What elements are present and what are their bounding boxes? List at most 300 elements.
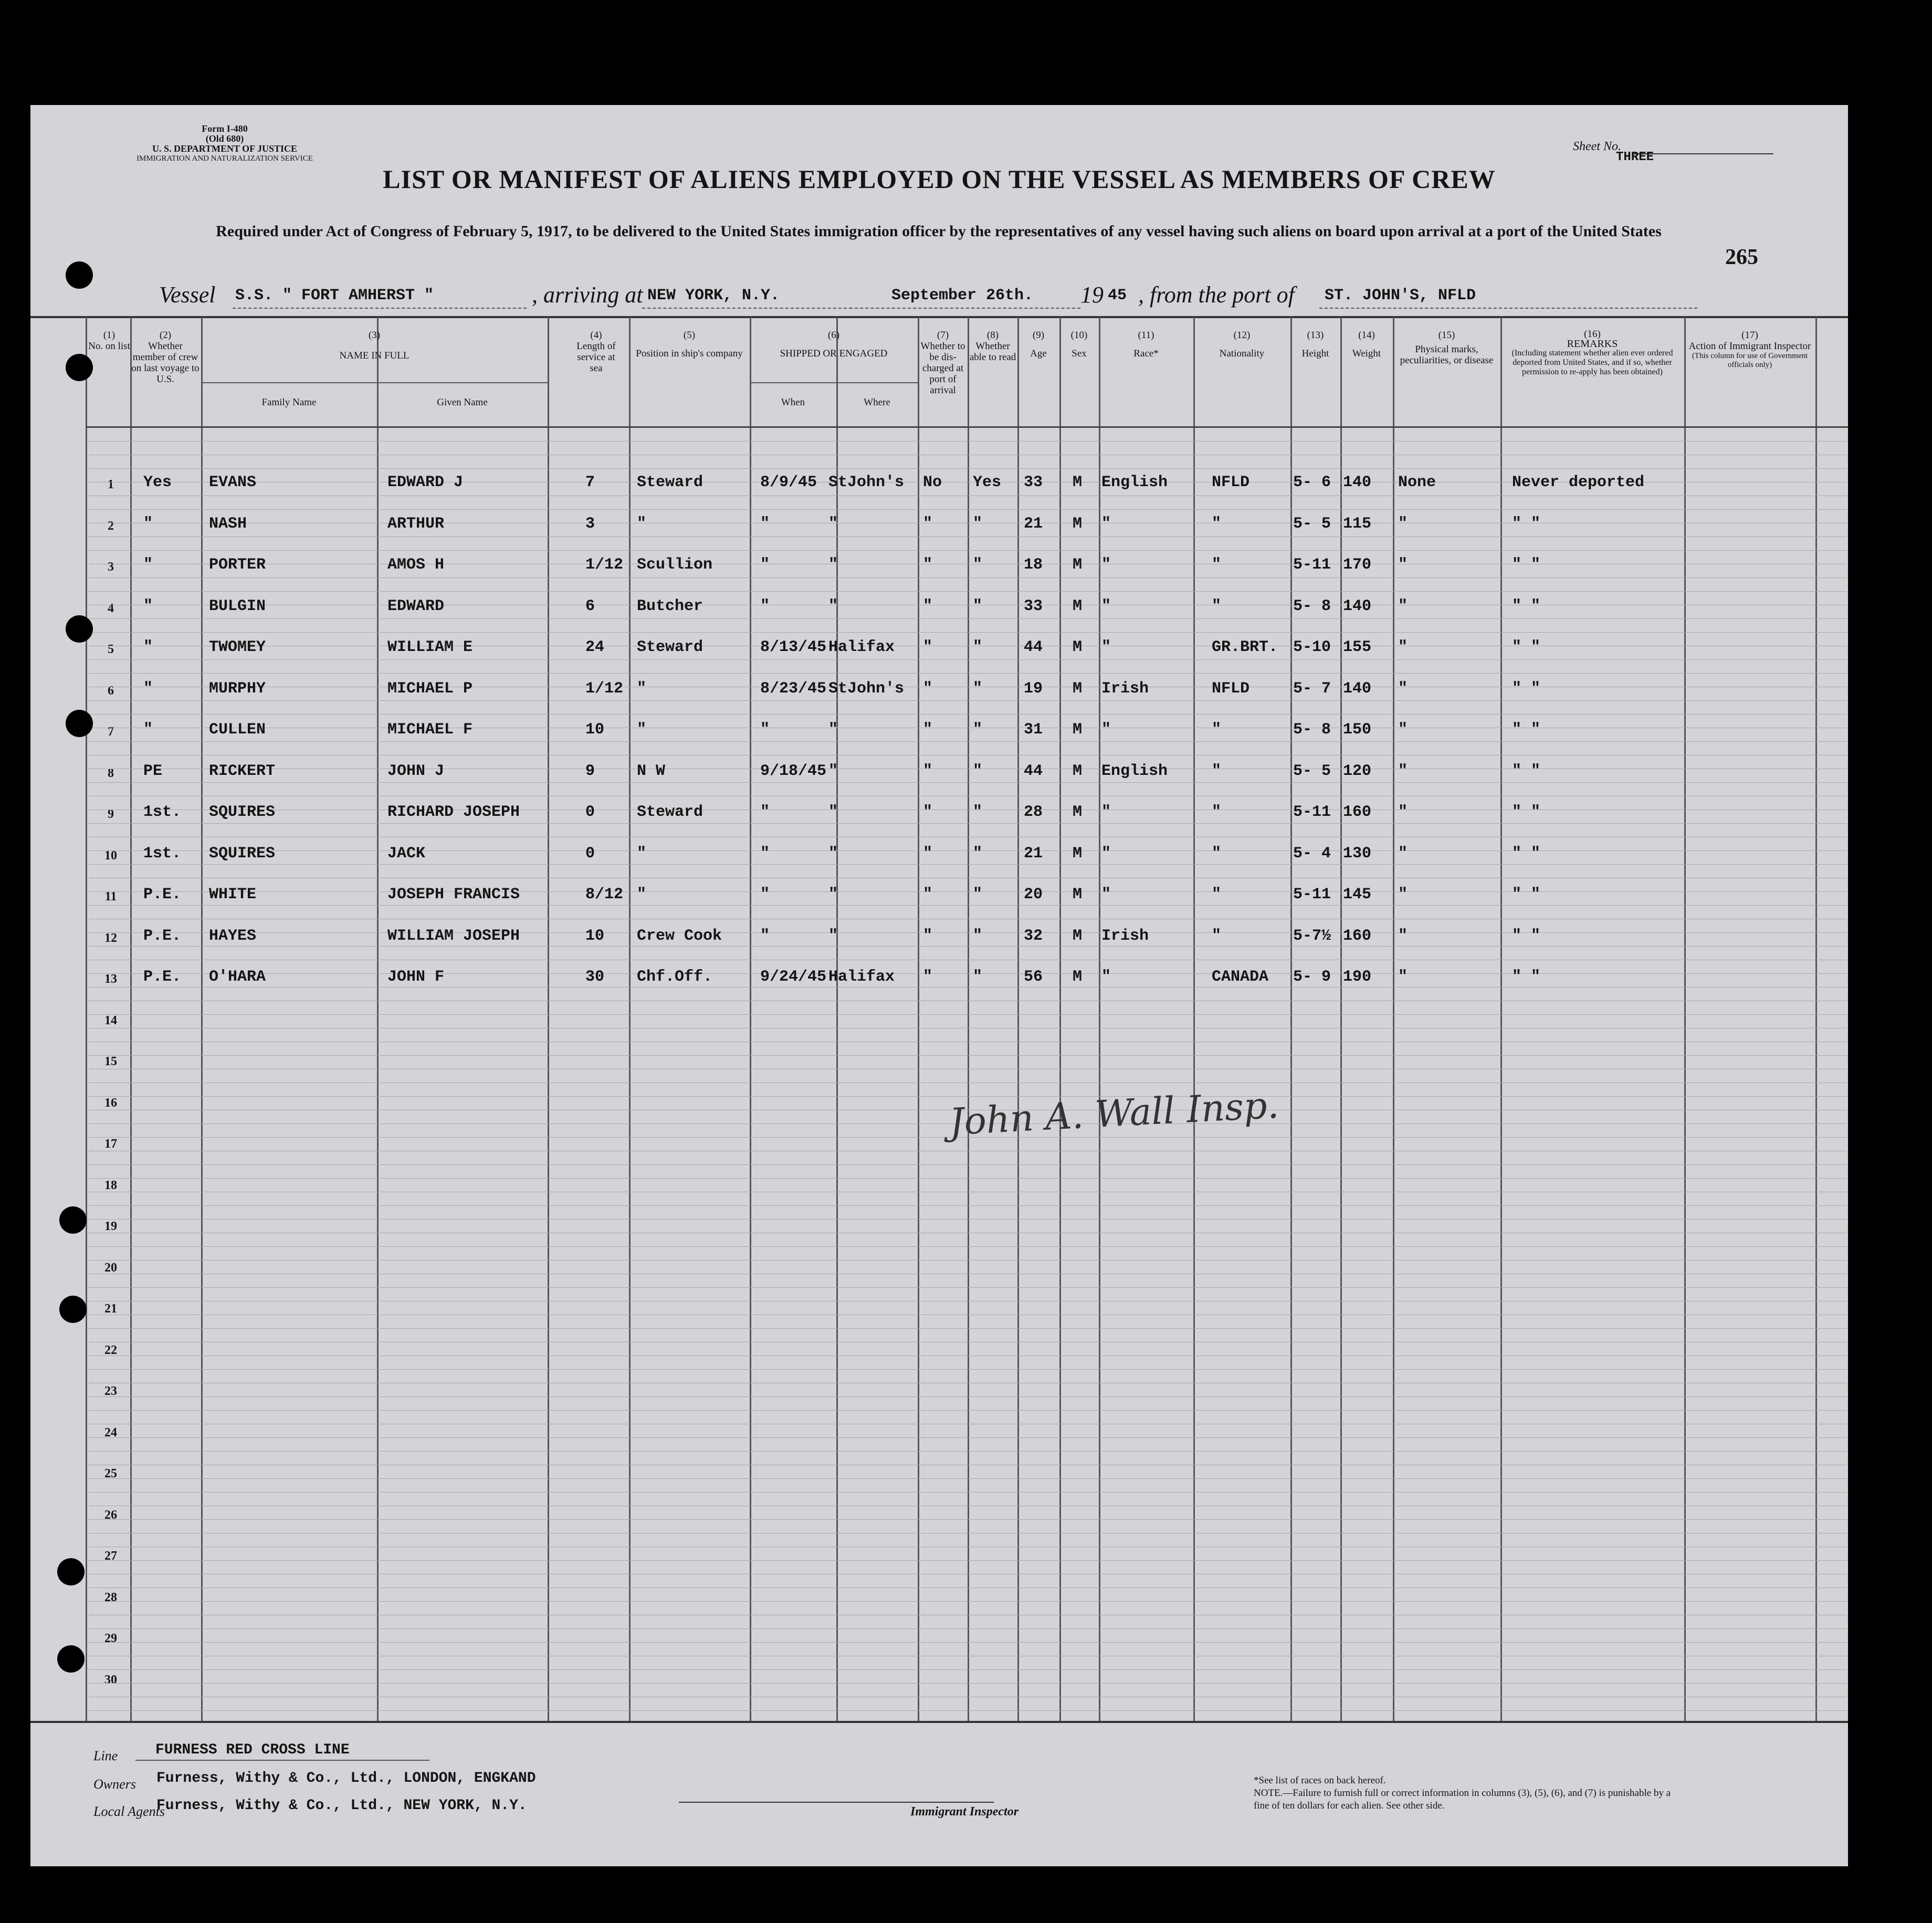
cell-position: Steward bbox=[637, 803, 704, 821]
cell-family: O'HARA bbox=[209, 968, 266, 986]
cell-discharged: " bbox=[923, 927, 933, 945]
ruled-line bbox=[88, 1410, 1847, 1411]
cell-marks: " bbox=[1398, 844, 1408, 863]
cell-family: NASH bbox=[209, 514, 247, 533]
cell-race: Irish bbox=[1101, 679, 1149, 698]
cell-nationality: " bbox=[1212, 886, 1222, 903]
row-number: 7 bbox=[108, 725, 114, 739]
page-number: 265 bbox=[1725, 245, 1758, 269]
cell-height: 5- 9 bbox=[1293, 968, 1331, 986]
cell-sex: M bbox=[1073, 514, 1083, 533]
row-number: 5 bbox=[108, 643, 114, 656]
cell-race: English bbox=[1101, 762, 1168, 780]
cell-height: 5-10 bbox=[1293, 638, 1331, 656]
cell-service: 8/12 bbox=[585, 886, 624, 903]
cell-read: " bbox=[973, 597, 983, 615]
from-underline bbox=[1319, 308, 1697, 309]
col-divider bbox=[130, 317, 132, 1721]
cell-nationality: NFLD bbox=[1212, 679, 1250, 698]
cell-where: Halifax bbox=[828, 638, 895, 656]
ruled-line bbox=[88, 1096, 1847, 1097]
cell-weight: 140 bbox=[1343, 474, 1372, 491]
row-number: 22 bbox=[104, 1343, 117, 1357]
cell-prev: " bbox=[143, 721, 153, 739]
ruled-line bbox=[88, 973, 1847, 974]
col-divider bbox=[86, 317, 87, 1721]
cell-given: MICHAEL P bbox=[387, 679, 473, 698]
ruled-line bbox=[88, 741, 1847, 742]
cell-prev: Yes bbox=[143, 474, 172, 491]
ruled-line bbox=[88, 1219, 1847, 1220]
cell-when: " bbox=[760, 721, 770, 739]
cell-remarks: " " bbox=[1512, 638, 1541, 656]
cell-where: " bbox=[828, 721, 838, 739]
cell-nationality: " bbox=[1212, 514, 1222, 533]
cell-position: " bbox=[637, 514, 647, 533]
cell-sex: M bbox=[1073, 474, 1083, 491]
ruled-line bbox=[88, 700, 1847, 701]
cell-given: RICHARD JOSEPH bbox=[387, 803, 520, 821]
date-underline bbox=[849, 308, 1080, 309]
cell-age: 32 bbox=[1024, 927, 1043, 945]
cell-given: JACK bbox=[387, 844, 426, 863]
cell-race: English bbox=[1101, 474, 1168, 491]
year-prefix: 19 bbox=[1080, 282, 1104, 308]
col-divider bbox=[1340, 317, 1342, 1721]
name-subheader-line bbox=[201, 382, 548, 383]
cell-discharged: " bbox=[923, 638, 933, 656]
cell-family: RICKERT bbox=[209, 762, 276, 780]
punch-hole bbox=[66, 615, 93, 643]
ruled-line bbox=[88, 1328, 1847, 1329]
ruled-line bbox=[88, 1369, 1847, 1370]
sheet-number-value: THREE bbox=[1616, 150, 1654, 164]
cell-race: " bbox=[1101, 597, 1111, 615]
cell-marks: " bbox=[1398, 803, 1408, 821]
col1-header: (1) No. on list bbox=[88, 330, 130, 352]
cell-height: 5- 7 bbox=[1293, 679, 1331, 698]
cell-prev: " bbox=[143, 679, 153, 698]
cell-given: AMOS H bbox=[387, 556, 445, 574]
row-number: 11 bbox=[104, 890, 117, 903]
row-number: 15 bbox=[104, 1055, 117, 1068]
ruled-line bbox=[88, 1669, 1847, 1670]
cell-remarks: " " bbox=[1512, 721, 1541, 739]
cell-marks: " bbox=[1398, 762, 1408, 780]
ruled-line bbox=[88, 782, 1847, 783]
cell-where: StJohn's bbox=[828, 679, 905, 698]
cell-sex: M bbox=[1073, 927, 1083, 945]
col17-header: (17) Action of Immigrant Inspector (This column for use of Government officials only) bbox=[1688, 330, 1811, 369]
cell-sex: M bbox=[1073, 638, 1083, 656]
cell-position: Chf.Off. bbox=[637, 968, 713, 986]
cell-marks: " bbox=[1398, 968, 1408, 986]
cell-nationality: " bbox=[1212, 844, 1222, 863]
ruled-line bbox=[88, 441, 1847, 442]
cell-position: " bbox=[637, 679, 647, 698]
ruled-line bbox=[88, 468, 1847, 469]
col11-header: (11) Race* bbox=[1133, 330, 1159, 359]
line-value: FURNESS RED CROSS LINE bbox=[155, 1742, 350, 1758]
ruled-line bbox=[88, 1396, 1847, 1397]
cell-marks: " bbox=[1398, 927, 1408, 945]
cell-remarks: " " bbox=[1512, 968, 1541, 986]
col-divider bbox=[1500, 317, 1502, 1721]
col8-header: (8) Whether able to read bbox=[969, 330, 1016, 363]
cell-nationality: NFLD bbox=[1212, 474, 1250, 491]
cell-age: 21 bbox=[1024, 514, 1043, 533]
col-divider bbox=[629, 317, 631, 1721]
col-divider bbox=[1099, 317, 1100, 1721]
col13-header: (13) Height bbox=[1301, 330, 1329, 359]
ruled-line bbox=[88, 1683, 1847, 1684]
cell-age: 18 bbox=[1024, 556, 1043, 574]
col-divider bbox=[1393, 317, 1394, 1721]
punch-hole bbox=[66, 261, 93, 289]
cell-age: 19 bbox=[1024, 679, 1043, 698]
punch-hole bbox=[66, 710, 93, 737]
ruled-line bbox=[88, 1560, 1847, 1561]
cell-read: " bbox=[973, 886, 983, 903]
cell-given: EDWARD J bbox=[387, 474, 464, 491]
cell-service: 0 bbox=[585, 844, 595, 863]
row-number: 10 bbox=[104, 848, 117, 863]
col-divider bbox=[918, 317, 919, 1721]
cell-marks: " bbox=[1398, 679, 1408, 698]
cell-weight: 155 bbox=[1343, 638, 1372, 656]
ruled-line bbox=[88, 1519, 1847, 1520]
cell-height: 5- 6 bbox=[1293, 474, 1331, 491]
cell-race: " bbox=[1101, 514, 1111, 533]
row-number: 18 bbox=[104, 1178, 117, 1192]
ruled-line bbox=[88, 1287, 1847, 1288]
cell-remarks: Never deported bbox=[1512, 474, 1645, 491]
cell-family: MURPHY bbox=[209, 679, 266, 698]
cell-sex: M bbox=[1073, 844, 1083, 863]
ruled-line bbox=[88, 1014, 1847, 1015]
agents-label: Local Agents bbox=[93, 1804, 165, 1819]
crew-table bbox=[30, 316, 1848, 1725]
cell-sex: M bbox=[1073, 762, 1083, 780]
cell-race: " bbox=[1101, 721, 1111, 739]
cell-age: 44 bbox=[1024, 638, 1043, 656]
cell-service: 3 bbox=[585, 514, 595, 533]
cell-age: 56 bbox=[1024, 968, 1043, 986]
cell-weight: 170 bbox=[1343, 556, 1372, 574]
cell-sex: M bbox=[1073, 886, 1083, 903]
cell-service: 0 bbox=[585, 803, 595, 821]
cell-read: " bbox=[973, 927, 983, 945]
cell-sex: M bbox=[1073, 968, 1083, 986]
cell-prev: PE bbox=[143, 762, 163, 780]
cell-service: 1/12 bbox=[585, 679, 624, 698]
cell-discharged: " bbox=[923, 844, 933, 863]
cell-given: WILLIAM E bbox=[387, 638, 473, 656]
cell-discharged: " bbox=[923, 968, 933, 986]
ruled-line bbox=[88, 1492, 1847, 1493]
cell-nationality: " bbox=[1212, 803, 1222, 821]
col-divider bbox=[1290, 317, 1292, 1721]
row-number: 20 bbox=[104, 1260, 117, 1275]
cell-race: " bbox=[1101, 556, 1111, 574]
ruled-line bbox=[88, 509, 1847, 510]
ruled-line bbox=[88, 1355, 1847, 1356]
shipped-subheader-line bbox=[750, 382, 918, 383]
cell-age: 31 bbox=[1024, 721, 1043, 739]
col-divider bbox=[377, 317, 379, 1721]
ruled-line bbox=[88, 1055, 1847, 1056]
cell-position: Scullion bbox=[637, 556, 713, 574]
cell-prev: " bbox=[143, 514, 153, 533]
cell-remarks: " " bbox=[1512, 886, 1541, 903]
cell-height: 5- 5 bbox=[1293, 762, 1331, 780]
line-label: Line bbox=[93, 1748, 118, 1763]
arriving-label: , arriving at bbox=[532, 282, 643, 308]
row-number: 26 bbox=[104, 1508, 117, 1522]
cell-remarks: " " bbox=[1512, 514, 1541, 533]
ruled-line bbox=[88, 1164, 1847, 1165]
col10-header: (10) Sex bbox=[1070, 330, 1088, 359]
col-divider bbox=[1815, 317, 1817, 1721]
cell-height: 5-11 bbox=[1293, 886, 1331, 903]
cell-marks: None bbox=[1398, 474, 1436, 491]
ruled-line bbox=[88, 1246, 1847, 1247]
cell-discharged: " bbox=[923, 886, 933, 903]
cell-position: Steward bbox=[637, 638, 704, 656]
cell-remarks: " " bbox=[1512, 597, 1541, 615]
cell-remarks: " " bbox=[1512, 556, 1541, 574]
cell-weight: 115 bbox=[1343, 514, 1372, 533]
cell-when: " bbox=[760, 927, 770, 945]
cell-race: " bbox=[1101, 803, 1111, 821]
cell-prev: P.E. bbox=[143, 968, 182, 986]
cell-discharged: " bbox=[923, 721, 933, 739]
page-title: LIST OR MANIFEST OF ALIENS EMPLOYED ON THE VESSEL AS MEMBERS OF CREW bbox=[383, 164, 1496, 194]
row-number: 24 bbox=[104, 1425, 117, 1439]
vessel-name: S.S. " FORT AMHERST " bbox=[235, 287, 434, 304]
form-old-number: (Old 680) bbox=[205, 133, 244, 144]
cell-where: " bbox=[828, 514, 838, 533]
ruled-line bbox=[88, 591, 1847, 592]
cell-marks: " bbox=[1398, 721, 1408, 739]
races-note: *See list of races on back hereof. bbox=[1254, 1775, 1386, 1786]
row-number: 27 bbox=[104, 1549, 117, 1563]
cell-remarks: " " bbox=[1512, 762, 1541, 780]
inspector-line bbox=[679, 1802, 994, 1803]
cell-where: " bbox=[828, 886, 838, 903]
cell-family: SQUIRES bbox=[209, 803, 276, 821]
cell-where: " bbox=[828, 844, 838, 863]
cell-when: " bbox=[760, 514, 770, 533]
cell-weight: 160 bbox=[1343, 803, 1372, 821]
cell-when: 9/24/45 bbox=[760, 968, 827, 986]
ruled-line bbox=[88, 673, 1847, 674]
punch-hole bbox=[57, 1558, 85, 1585]
ruled-line bbox=[88, 946, 1847, 947]
cell-read: " bbox=[973, 803, 983, 821]
sheet-number-label: Sheet No. bbox=[1573, 140, 1621, 153]
cell-nationality: GR.BRT. bbox=[1212, 638, 1278, 656]
cell-marks: " bbox=[1398, 597, 1408, 615]
row-number: 12 bbox=[104, 931, 117, 945]
row-number: 14 bbox=[104, 1013, 117, 1027]
where-header: Where bbox=[864, 397, 890, 408]
cell-prev: " bbox=[143, 638, 153, 656]
cell-remarks: " " bbox=[1512, 927, 1541, 945]
cell-nationality: CANADA bbox=[1212, 968, 1269, 986]
cell-position: Crew Cook bbox=[637, 927, 722, 945]
given-name-header: Given Name bbox=[437, 397, 488, 408]
col9-header: (9) Age bbox=[1030, 330, 1047, 359]
agents-value: Furness, Withy & Co., Ltd., NEW YORK, N.Y. bbox=[156, 1798, 527, 1814]
ruled-line bbox=[88, 1451, 1847, 1452]
cell-weight: 140 bbox=[1343, 679, 1372, 698]
row-number: 4 bbox=[108, 601, 114, 615]
col-divider bbox=[201, 317, 203, 1721]
ruled-line bbox=[88, 550, 1847, 551]
cell-height: 5-11 bbox=[1293, 803, 1331, 821]
service: IMMIGRATION AND NATURALIZATION SERVICE bbox=[136, 154, 313, 163]
manifest-sheet bbox=[30, 105, 1848, 1866]
cell-sex: M bbox=[1073, 803, 1083, 821]
inspector-label: Immigrant Inspector bbox=[910, 1805, 1019, 1819]
cell-given: MICHAEL F bbox=[387, 721, 473, 739]
cell-service: 10 bbox=[585, 927, 605, 945]
line-underline bbox=[135, 1760, 429, 1761]
cell-service: 1/12 bbox=[585, 556, 624, 574]
ruled-line bbox=[88, 1710, 1847, 1711]
cell-read: " bbox=[973, 721, 983, 739]
vessel-underline bbox=[233, 308, 527, 309]
cell-height: 5- 4 bbox=[1293, 844, 1331, 863]
arrival-port: NEW YORK, N.Y. bbox=[647, 287, 780, 304]
col-divider bbox=[1017, 317, 1019, 1721]
cell-marks: " bbox=[1398, 556, 1408, 574]
ruled-line bbox=[88, 1642, 1847, 1643]
cell-position: " bbox=[637, 721, 647, 739]
punch-hole bbox=[59, 1296, 87, 1323]
cell-prev: " bbox=[143, 556, 153, 574]
cell-where: " bbox=[828, 762, 838, 780]
cell-read: " bbox=[973, 679, 983, 698]
cell-nationality: " bbox=[1212, 597, 1222, 615]
cell-where: StJohn's bbox=[828, 474, 905, 491]
cell-service: 24 bbox=[585, 638, 605, 656]
cell-where: Halifax bbox=[828, 968, 895, 986]
cell-race: " bbox=[1101, 968, 1111, 986]
cell-read: Yes bbox=[973, 474, 1002, 491]
cell-nationality: " bbox=[1212, 721, 1222, 739]
row-number: 3 bbox=[108, 560, 114, 574]
cell-when: " bbox=[760, 803, 770, 821]
cell-prev: P.E. bbox=[143, 886, 182, 903]
cell-nationality: " bbox=[1212, 762, 1222, 780]
ruled-line bbox=[88, 1205, 1847, 1206]
cell-race: Irish bbox=[1101, 927, 1149, 945]
ruled-line bbox=[88, 823, 1847, 824]
col-divider bbox=[750, 317, 751, 1721]
cell-given: WILLIAM JOSEPH bbox=[387, 927, 520, 945]
from-label: , from the port of bbox=[1138, 282, 1295, 308]
row-number: 19 bbox=[104, 1220, 117, 1233]
from-port: ST. JOHN'S, NFLD bbox=[1325, 287, 1476, 304]
cell-read: " bbox=[973, 844, 983, 863]
owners-value: Furness, Withy & Co., Ltd., LONDON, ENGKAND bbox=[156, 1770, 536, 1787]
cell-service: 9 bbox=[585, 762, 595, 780]
cell-family: CULLEN bbox=[209, 721, 266, 739]
cell-age: 20 bbox=[1024, 886, 1043, 903]
ruled-line bbox=[88, 1478, 1847, 1479]
col14-header: (14) Weight bbox=[1352, 330, 1381, 359]
cell-remarks: " " bbox=[1512, 679, 1541, 698]
form-header bbox=[130, 124, 319, 164]
cell-where: " bbox=[828, 803, 838, 821]
cell-prev: 1st. bbox=[143, 803, 182, 821]
cell-height: 5- 8 bbox=[1293, 721, 1331, 739]
col15-header: (15) Physical marks, peculiarities, or disease bbox=[1400, 330, 1494, 366]
cell-race: " bbox=[1101, 844, 1111, 863]
department: U. S. DEPARTMENT OF JUSTICE bbox=[152, 143, 298, 154]
cell-age: 33 bbox=[1024, 597, 1043, 615]
cell-weight: 120 bbox=[1343, 762, 1372, 780]
cell-discharged: No bbox=[923, 474, 942, 491]
punch-hole bbox=[57, 1645, 85, 1673]
cell-when: " bbox=[760, 844, 770, 863]
col16-header: (16) REMARKS (Including statement whether alien ever ordered deported from United States, and if so, whether permission to re-apply has been obtained) bbox=[1511, 329, 1673, 376]
cell-family: HAYES bbox=[209, 927, 257, 945]
cell-given: ARTHUR bbox=[387, 514, 445, 533]
page-subtitle: Required under Act of Congress of February 5, 1917, to be delivered to the United States immigration officer by the representatives of any vessel having such aliens on board upon arrival at a port of the United States bbox=[216, 223, 1662, 240]
ruled-line bbox=[88, 891, 1847, 892]
cell-position: " bbox=[637, 886, 647, 903]
cell-family: BULGIN bbox=[209, 597, 266, 615]
col2-header: (2) Whether member of crew on last voyage to U.S. bbox=[131, 330, 200, 385]
row-number: 9 bbox=[108, 807, 114, 821]
col7-header: (7) Whether to be dis-charged at port of arrival bbox=[920, 330, 965, 396]
cell-sex: M bbox=[1073, 679, 1083, 698]
cell-when: " bbox=[760, 556, 770, 574]
cell-nationality: " bbox=[1212, 556, 1222, 574]
col-divider bbox=[1684, 317, 1686, 1721]
cell-prev: " bbox=[143, 597, 153, 615]
row-number: 25 bbox=[104, 1467, 117, 1480]
cell-marks: " bbox=[1398, 638, 1408, 656]
cell-position: Steward bbox=[637, 474, 704, 491]
footer-rule bbox=[30, 1721, 1848, 1723]
punch-hole bbox=[59, 1206, 87, 1234]
cell-age: 21 bbox=[1024, 844, 1043, 863]
ruled-line bbox=[88, 1178, 1847, 1179]
col-divider bbox=[1059, 317, 1061, 1721]
row-number: 30 bbox=[104, 1673, 117, 1687]
row-number: 8 bbox=[108, 766, 114, 780]
cell-family: PORTER bbox=[209, 556, 266, 574]
ruled-line bbox=[88, 577, 1847, 578]
cell-position: " bbox=[637, 844, 647, 863]
cell-read: " bbox=[973, 514, 983, 533]
cell-height: 5- 5 bbox=[1293, 514, 1331, 533]
cell-age: 44 bbox=[1024, 762, 1043, 780]
cell-discharged: " bbox=[923, 556, 933, 574]
cell-discharged: " bbox=[923, 514, 933, 533]
form-number: Form I-480 bbox=[202, 123, 248, 134]
cell-service: 10 bbox=[585, 721, 605, 739]
cell-when: 8/23/45 bbox=[760, 679, 827, 698]
arrival-date: September 26th. bbox=[891, 287, 1034, 304]
cell-remarks: " " bbox=[1512, 803, 1541, 821]
cell-family: SQUIRES bbox=[209, 844, 276, 863]
row-number: 6 bbox=[108, 684, 114, 698]
